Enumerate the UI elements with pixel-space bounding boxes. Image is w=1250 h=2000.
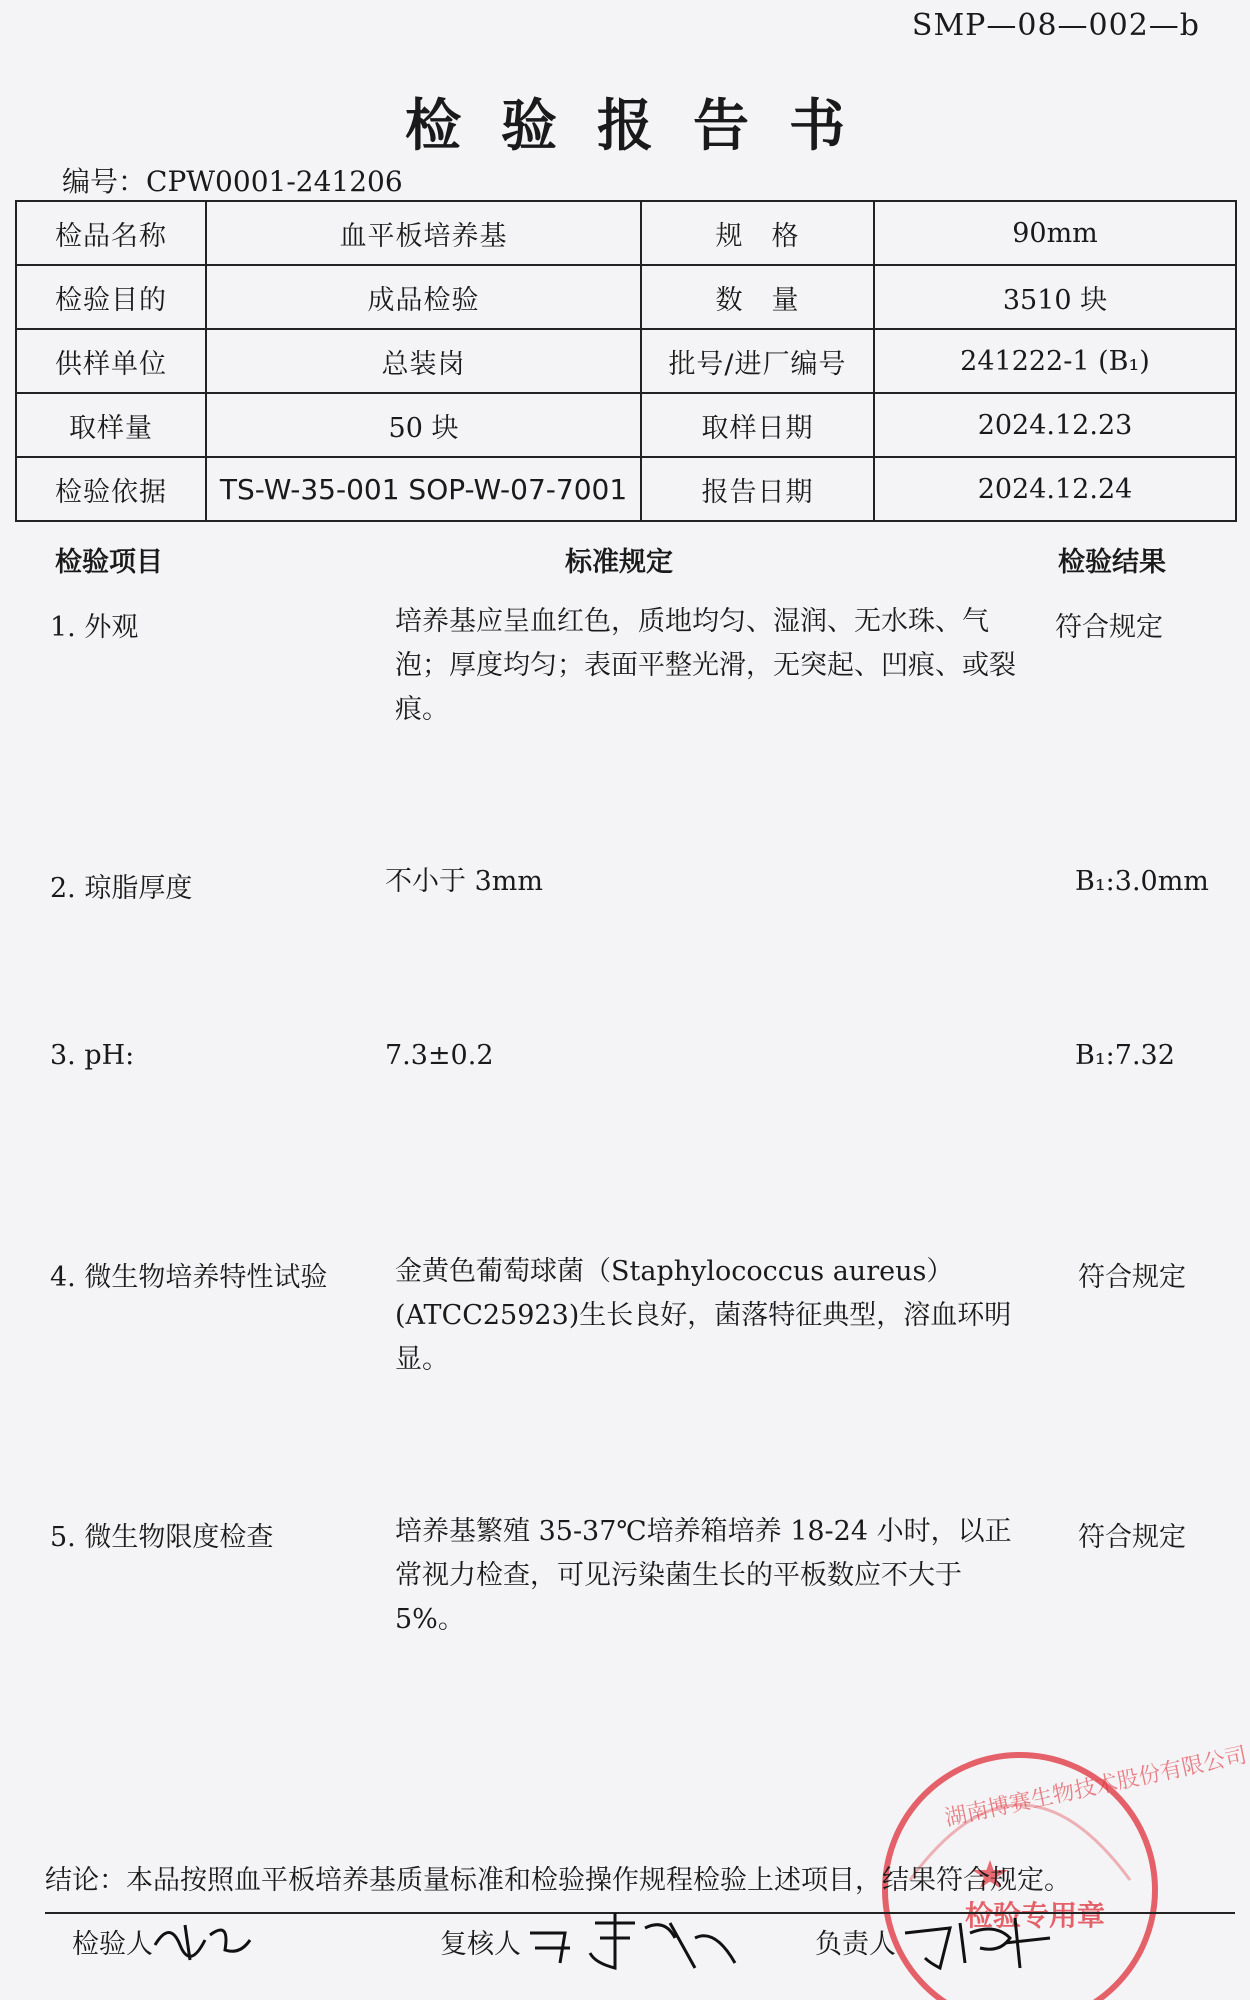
- item-name: 1. 外观: [50, 612, 139, 643]
- spec-label: 规 格: [641, 201, 874, 265]
- info-table: [15, 200, 1237, 522]
- item-name: 3. pH:: [50, 1040, 135, 1071]
- document-code: SMP—08—002—b: [911, 8, 1200, 43]
- batch-value: 241222-1 (B₁): [874, 329, 1236, 393]
- quantity-label: 数 量: [641, 265, 874, 329]
- reviewer-label: 复核人: [440, 1929, 521, 1960]
- basis-value: TS-W-35-001 SOP-W-07-7001: [206, 457, 641, 521]
- reviewer-signature: [525, 1908, 745, 1978]
- sample-qty-label: 取样量: [16, 393, 206, 457]
- item-name: 2. 琼脂厚度: [50, 873, 193, 904]
- product-name: 血平板培养基: [206, 201, 641, 265]
- supplier-label: 供样单位: [16, 329, 206, 393]
- table-row: [16, 457, 1236, 521]
- spec-value: 90mm: [874, 201, 1236, 265]
- item-result: B₁:7.32: [1075, 1040, 1175, 1071]
- report-number: [62, 160, 403, 200]
- item-standard: 金黄色葡萄球菌（Staphylococcus aureus）(ATCC25923)生长良好，菌落特征典型，溶血环明显。: [395, 1256, 1012, 1375]
- item-result: 符合规定: [1078, 1522, 1186, 1553]
- inspector-signature: [150, 1915, 260, 1970]
- report-number-value: CPW0001-241206: [146, 165, 403, 198]
- quantity-value: 3510 块: [874, 265, 1236, 329]
- table-row: [16, 201, 1236, 265]
- header-item: 检验项目: [55, 547, 163, 578]
- item-standard: 培养基繁殖 35-37℃培养箱培养 18-24 小时，以正常视力检查，可见污染菌生长的平板数应不大于 5%。: [395, 1516, 1012, 1635]
- product-name-label: 检品名称: [16, 201, 206, 265]
- header-result: 检验结果: [1058, 547, 1166, 578]
- report-date-label: 报告日期: [641, 457, 874, 521]
- responsible-signature: [900, 1908, 1080, 1978]
- table-row: [16, 265, 1236, 329]
- item-result: 符合规定: [1078, 1262, 1186, 1293]
- item-name: 4. 微生物培养特性试验: [50, 1262, 328, 1293]
- purpose-label: 检验目的: [16, 265, 206, 329]
- inspector-label: 检验人: [72, 1929, 153, 1960]
- basis-label: 检验依据: [16, 457, 206, 521]
- item-standard: 不小于 3mm: [385, 866, 543, 897]
- report-title: 检验报告书: [405, 93, 885, 159]
- responsible-label: 负责人: [815, 1929, 896, 1960]
- table-row: [16, 329, 1236, 393]
- item-standard: 培养基应呈血红色，质地均匀、湿润、无水珠、气泡；厚度均匀；表面平整光滑，无突起、凹痕、或裂痕。: [395, 606, 1016, 725]
- seal-sub-text: 检验专用章: [965, 1899, 1106, 1932]
- item-result: B₁:3.0mm: [1075, 866, 1209, 897]
- sample-date-value: 2024.12.23: [874, 393, 1236, 457]
- batch-label: 批号/进厂编号: [641, 329, 874, 393]
- header-standard: 标准规定: [565, 547, 673, 578]
- sample-qty-value: 50 块: [206, 393, 641, 457]
- report-number-label: 编号：: [62, 165, 147, 198]
- seal-text: 湖南博赛生物技术股份有限公司: [942, 1742, 1250, 1832]
- item-name: 5. 微生物限度检查: [50, 1522, 274, 1553]
- item-standard: 7.3±0.2: [385, 1040, 494, 1071]
- purpose-value: 成品检验: [206, 265, 641, 329]
- supplier-value: 总装岗: [206, 329, 641, 393]
- table-row: [16, 393, 1236, 457]
- conclusion: 结论：本品按照血平板培养基质量标准和检验操作规程检验上述项目，结果符合规定。: [45, 1865, 1071, 1896]
- report-date-value: 2024.12.24: [874, 457, 1236, 521]
- sample-date-label: 取样日期: [641, 393, 874, 457]
- item-result: 符合规定: [1055, 612, 1163, 643]
